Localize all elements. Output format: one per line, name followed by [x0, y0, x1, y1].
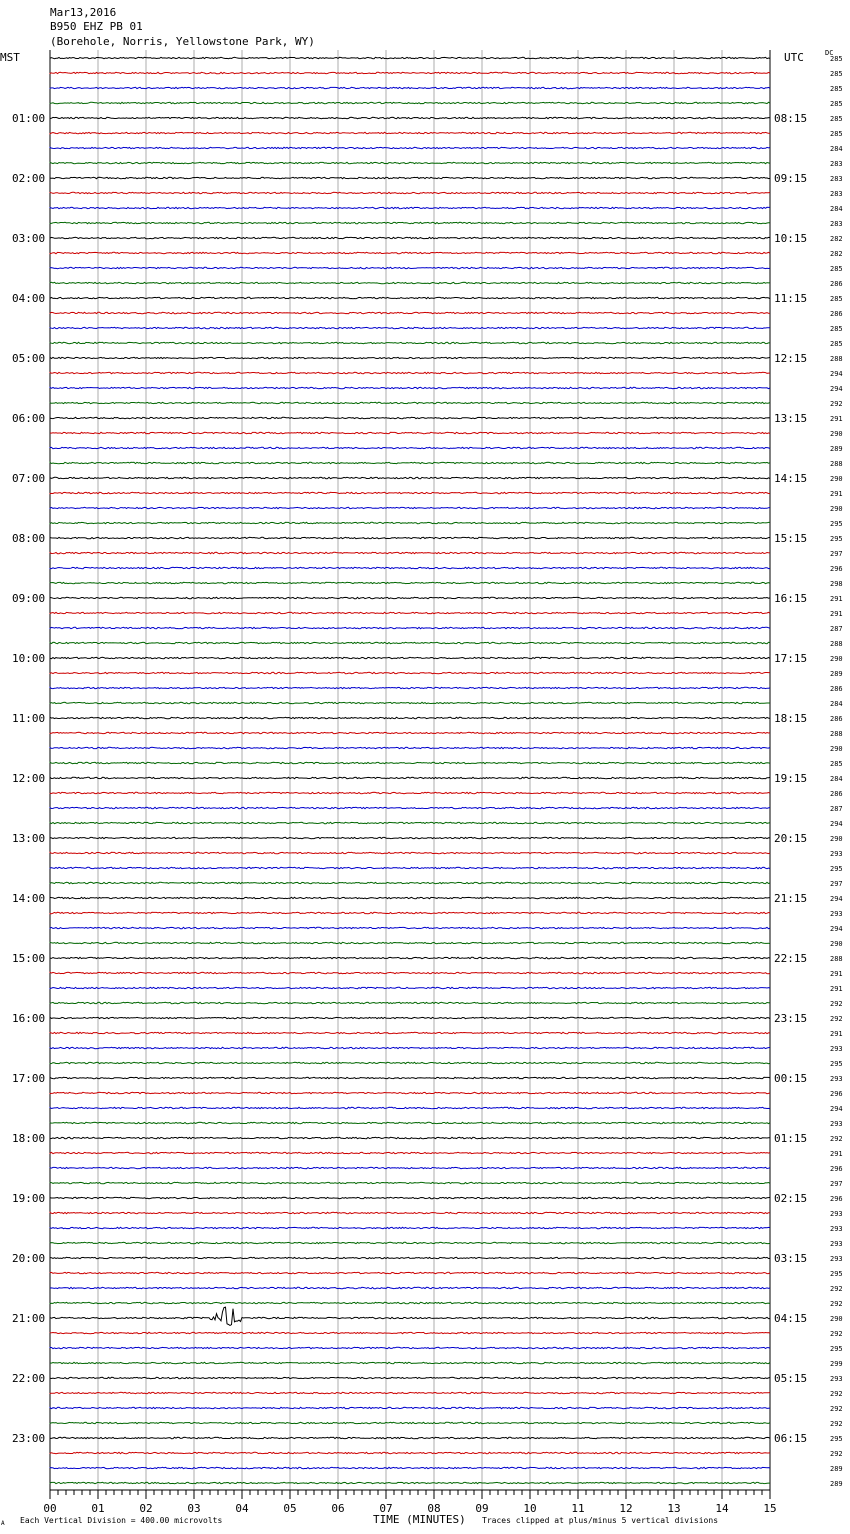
- right-hour-label: 09:15: [774, 172, 808, 185]
- dc-offset-value: 286: [830, 280, 843, 288]
- dc-offset-value: 294: [830, 370, 843, 378]
- right-hour-label: 08:15: [774, 112, 808, 125]
- dc-offset-value: 291: [830, 1030, 843, 1038]
- trace-line: [50, 1107, 770, 1108]
- trace-line: [50, 957, 770, 958]
- trace-line: [50, 1077, 770, 1078]
- dc-offset-value: 283: [830, 160, 843, 168]
- trace-line: [50, 762, 770, 763]
- right-hour-label: 22:15: [774, 952, 808, 965]
- dc-offset-value: 295: [830, 1435, 843, 1443]
- trace-line: [50, 1047, 770, 1048]
- right-hour-label: 05:15: [774, 1372, 808, 1385]
- trace-line: [50, 567, 770, 568]
- dc-offset-value: 297: [830, 550, 843, 558]
- dc-offset-value: 286: [830, 790, 843, 798]
- x-tick-label: 15: [763, 1502, 777, 1515]
- trace-line: [50, 1002, 770, 1003]
- dc-offset-value: 287: [830, 805, 843, 813]
- left-hour-label: 16:00: [12, 1012, 46, 1025]
- x-tick-label: 00: [43, 1502, 57, 1515]
- dc-offset-value: 286: [830, 685, 843, 693]
- trace-line: [50, 1032, 770, 1033]
- trace-lines: [50, 57, 770, 1483]
- right-hour-label: 17:15: [774, 652, 808, 665]
- trace-line: [50, 687, 770, 688]
- dc-offset-value: 290: [830, 1315, 843, 1323]
- x-tick-label: 04: [235, 1502, 249, 1515]
- trace-line: [50, 717, 770, 718]
- trace-line: [50, 927, 770, 928]
- dc-offset-value: 286: [830, 715, 843, 723]
- x-tick-label: 06: [331, 1502, 345, 1515]
- trace-line: [50, 1377, 770, 1378]
- trace-line: [50, 702, 770, 703]
- trace-line: [50, 747, 770, 748]
- left-hour-label: 22:00: [12, 1372, 46, 1385]
- dc-offset-value: 295: [830, 1270, 843, 1278]
- dc-offset-value: 290: [830, 475, 843, 483]
- left-hour-label: 19:00: [12, 1192, 46, 1205]
- trace-line: [50, 1197, 770, 1198]
- trace-line: [50, 147, 770, 148]
- dc-offset-value: 289: [830, 670, 843, 678]
- dc-offset-value: 285: [830, 100, 843, 108]
- trace-line: [50, 522, 770, 523]
- trace-line: [50, 507, 770, 508]
- dc-offset-value: 295: [830, 535, 843, 543]
- trace-line: [50, 1287, 770, 1288]
- trace-line: [50, 837, 770, 838]
- trace-line: [50, 807, 770, 808]
- dc-offset-value: 285: [830, 760, 843, 768]
- dc-offset-value: 285: [830, 265, 843, 273]
- trace-line: [50, 162, 770, 163]
- dc-offset-value: 285: [830, 115, 843, 123]
- dc-offset-value: 293: [830, 1375, 843, 1383]
- trace-line: [50, 1242, 770, 1243]
- trace-line: [50, 882, 770, 883]
- trace-line: [50, 87, 770, 88]
- trace-line: [50, 222, 770, 223]
- x-axis-title: TIME (MINUTES): [373, 1513, 466, 1526]
- dc-offset-value: 282: [830, 235, 843, 243]
- dc-offset-values: [830, 55, 843, 1488]
- trace-line: [50, 177, 770, 178]
- right-hour-label: 14:15: [774, 472, 808, 485]
- dc-offset-value: 297: [830, 1180, 843, 1188]
- dc-offset-value: 294: [830, 925, 843, 933]
- trace-line: [50, 942, 770, 943]
- dc-offset-value: 288: [830, 460, 843, 468]
- right-zone-label: UTC: [784, 51, 804, 64]
- x-tick-label: 13: [667, 1502, 681, 1515]
- dc-offset-value: 290: [830, 940, 843, 948]
- trace-line: [50, 327, 770, 328]
- right-hour-label: 11:15: [774, 292, 808, 305]
- trace-line: [50, 387, 770, 388]
- dc-offset-value: 294: [830, 385, 843, 393]
- trace-line: [50, 537, 770, 538]
- dc-offset-value: 282: [830, 250, 843, 258]
- dc-offset-value: 292: [830, 1300, 843, 1308]
- x-tick-label: 11: [571, 1502, 585, 1515]
- clip-note: Traces clipped at plus/minus 5 vertical divisions: [482, 1516, 719, 1525]
- trace-line: [50, 102, 770, 103]
- x-tick-label: 05: [283, 1502, 297, 1515]
- header-station: B950 EHZ PB 01: [50, 20, 143, 33]
- left-hour-label: 15:00: [12, 952, 46, 965]
- dc-offset-value: 284: [830, 205, 843, 213]
- dc-offset-value: 293: [830, 910, 843, 918]
- x-tick-label: 07: [379, 1502, 393, 1515]
- trace-line: [50, 1422, 770, 1423]
- trace-line: [50, 912, 770, 913]
- dc-offset-value: 286: [830, 310, 843, 318]
- dc-offset-value: 299: [830, 1360, 843, 1368]
- scale-mark: A: [1, 1520, 5, 1527]
- dc-offset-value: 287: [830, 625, 843, 633]
- trace-line: [50, 972, 770, 973]
- dc-offset-value: 292: [830, 1390, 843, 1398]
- trace-line: [50, 867, 770, 868]
- dc-offset-value: 292: [830, 1405, 843, 1413]
- dc-label: DC: [825, 49, 834, 57]
- left-hour-label: 21:00: [12, 1312, 46, 1325]
- x-tick-label: 14: [715, 1502, 729, 1515]
- dc-offset-value: 283: [830, 190, 843, 198]
- left-hour-label: 08:00: [12, 532, 46, 545]
- right-hour-label: 19:15: [774, 772, 808, 785]
- trace-line: [50, 117, 770, 118]
- trace-line: [50, 1017, 770, 1018]
- trace-line: [50, 1307, 770, 1325]
- left-hour-label: 20:00: [12, 1252, 46, 1265]
- trace-line: [50, 312, 770, 313]
- right-hour-label: 16:15: [774, 592, 808, 605]
- dc-offset-value: 290: [830, 655, 843, 663]
- left-hour-label: 14:00: [12, 892, 46, 905]
- trace-line: [50, 282, 770, 283]
- left-hour-label: 10:00: [12, 652, 46, 665]
- dc-offset-value: 288: [830, 955, 843, 963]
- trace-line: [50, 417, 770, 418]
- left-hour-labels: [12, 112, 45, 1445]
- right-hour-label: 03:15: [774, 1252, 808, 1265]
- right-hour-label: 21:15: [774, 892, 808, 905]
- dc-offset-value: 285: [830, 55, 843, 63]
- dc-offset-value: 296: [830, 565, 843, 573]
- trace-line: [50, 402, 770, 403]
- x-tick-label: 12: [619, 1502, 633, 1515]
- left-hour-label: 23:00: [12, 1432, 46, 1445]
- trace-line: [50, 492, 770, 493]
- dc-offset-value: 283: [830, 220, 843, 228]
- dc-offset-value: 292: [830, 1000, 843, 1008]
- right-hour-label: 13:15: [774, 412, 808, 425]
- dc-offset-value: 291: [830, 985, 843, 993]
- trace-line: [50, 477, 770, 478]
- dc-offset-value: 291: [830, 970, 843, 978]
- trace-line: [50, 1407, 770, 1408]
- left-hour-label: 06:00: [12, 412, 46, 425]
- right-hour-label: 18:15: [774, 712, 808, 725]
- trace-line: [50, 1227, 770, 1228]
- dc-offset-value: 292: [830, 1420, 843, 1428]
- trace-line: [50, 237, 770, 238]
- trace-line: [50, 1152, 770, 1153]
- dc-offset-value: 284: [830, 775, 843, 783]
- dc-offset-value: 293: [830, 1255, 843, 1263]
- x-axis: [43, 1490, 776, 1515]
- dc-offset-value: 288: [830, 355, 843, 363]
- dc-offset-value: 296: [830, 1165, 843, 1173]
- left-zone-label: MST: [0, 51, 20, 64]
- dc-offset-value: 295: [830, 1060, 843, 1068]
- dc-offset-value: 296: [830, 1195, 843, 1203]
- dc-offset-value: 289: [830, 445, 843, 453]
- dc-offset-value: 292: [830, 1135, 843, 1143]
- trace-line: [50, 1482, 770, 1483]
- trace-line: [50, 57, 770, 58]
- header-location: (Borehole, Norris, Yellowstone Park, WY): [50, 35, 315, 48]
- left-hour-label: 07:00: [12, 472, 46, 485]
- right-hour-label: 23:15: [774, 1012, 808, 1025]
- x-tick-label: 09: [475, 1502, 489, 1515]
- right-hour-label: 02:15: [774, 1192, 808, 1205]
- left-hour-label: 03:00: [12, 232, 46, 245]
- trace-line: [50, 372, 770, 373]
- dc-offset-value: 297: [830, 880, 843, 888]
- dc-offset-value: 295: [830, 1345, 843, 1353]
- dc-offset-value: 293: [830, 1045, 843, 1053]
- dc-offset-value: 285: [830, 85, 843, 93]
- x-tick-label: 10: [523, 1502, 537, 1515]
- dc-offset-value: 289: [830, 1480, 843, 1488]
- trace-line: [50, 852, 770, 853]
- minute-grid: [50, 50, 770, 1490]
- right-hour-labels: [774, 112, 807, 1445]
- right-hour-label: 20:15: [774, 832, 808, 845]
- trace-line: [50, 1212, 770, 1213]
- dc-offset-value: 283: [830, 175, 843, 183]
- right-hour-label: 04:15: [774, 1312, 808, 1325]
- dc-offset-value: 291: [830, 415, 843, 423]
- trace-line: [50, 1347, 770, 1348]
- trace-line: [50, 192, 770, 193]
- right-hour-label: 06:15: [774, 1432, 808, 1445]
- left-hour-label: 09:00: [12, 592, 46, 605]
- dc-offset-value: 293: [830, 1225, 843, 1233]
- x-tick-label: 02: [139, 1502, 153, 1515]
- dc-offset-value: 285: [830, 340, 843, 348]
- dc-offset-value: 285: [830, 295, 843, 303]
- trace-line: [50, 627, 770, 628]
- trace-line: [50, 777, 770, 778]
- trace-line: [50, 1167, 770, 1168]
- trace-line: [50, 1092, 770, 1093]
- dc-offset-value: 294: [830, 820, 843, 828]
- trace-line: [50, 72, 770, 73]
- trace-line: [50, 1392, 770, 1393]
- dc-offset-value: 285: [830, 130, 843, 138]
- left-hour-label: 01:00: [12, 112, 46, 125]
- right-hour-label: 00:15: [774, 1072, 808, 1085]
- right-hour-label: 12:15: [774, 352, 808, 365]
- dc-offset-value: 291: [830, 490, 843, 498]
- trace-line: [50, 552, 770, 553]
- right-hour-label: 01:15: [774, 1132, 808, 1145]
- dc-offset-value: 294: [830, 1105, 843, 1113]
- dc-offset-value: 298: [830, 580, 843, 588]
- x-tick-label: 08: [427, 1502, 441, 1515]
- trace-line: [50, 582, 770, 583]
- left-hour-label: 05:00: [12, 352, 46, 365]
- trace-line: [50, 672, 770, 673]
- trace-line: [50, 657, 770, 658]
- dc-offset-value: 292: [830, 1330, 843, 1338]
- trace-line: [50, 897, 770, 898]
- dc-offset-value: 285: [830, 70, 843, 78]
- trace-line: [50, 357, 770, 358]
- trace-line: [50, 987, 770, 988]
- right-hour-label: 10:15: [774, 232, 808, 245]
- dc-offset-value: 295: [830, 520, 843, 528]
- trace-line: [50, 732, 770, 733]
- trace-line: [50, 132, 770, 133]
- dc-offset-value: 293: [830, 1240, 843, 1248]
- dc-offset-value: 290: [830, 745, 843, 753]
- left-hour-label: 13:00: [12, 832, 46, 845]
- trace-line: [50, 462, 770, 463]
- dc-offset-value: 293: [830, 1210, 843, 1218]
- trace-line: [50, 252, 770, 253]
- trace-line: [50, 792, 770, 793]
- trace-line: [50, 1182, 770, 1183]
- dc-offset-value: 284: [830, 700, 843, 708]
- trace-line: [50, 612, 770, 613]
- trace-line: [50, 1362, 770, 1363]
- dc-offset-value: 292: [830, 400, 843, 408]
- trace-line: [50, 1332, 770, 1333]
- trace-line: [50, 1137, 770, 1138]
- x-tick-label: 03: [187, 1502, 201, 1515]
- trace-line: [50, 1062, 770, 1063]
- trace-line: [50, 1302, 770, 1303]
- dc-offset-value: 291: [830, 1150, 843, 1158]
- header-date: Mar13,2016: [50, 6, 117, 19]
- dc-offset-value: 288: [830, 730, 843, 738]
- left-hour-label: 04:00: [12, 292, 46, 305]
- trace-line: [50, 1452, 770, 1453]
- dc-offset-value: 289: [830, 1465, 843, 1473]
- dc-offset-value: 293: [830, 850, 843, 858]
- trace-line: [50, 1272, 770, 1273]
- left-hour-label: 02:00: [12, 172, 46, 185]
- trace-line: [50, 1467, 770, 1468]
- left-hour-label: 12:00: [12, 772, 46, 785]
- right-hour-label: 15:15: [774, 532, 808, 545]
- dc-offset-value: 285: [830, 325, 843, 333]
- trace-line: [50, 822, 770, 823]
- trace-line: [50, 297, 770, 298]
- dc-offset-value: 284: [830, 145, 843, 153]
- trace-line: [50, 342, 770, 343]
- trace-line: [50, 432, 770, 433]
- dc-offset-value: 290: [830, 505, 843, 513]
- trace-line: [50, 267, 770, 268]
- trace-line: [50, 1257, 770, 1258]
- x-tick-label: 01: [91, 1502, 105, 1515]
- dc-offset-value: 291: [830, 610, 843, 618]
- scale-note: Each Vertical Division = 400.00 microvolts: [20, 1516, 223, 1525]
- trace-line: [50, 447, 770, 448]
- trace-line: [50, 597, 770, 598]
- trace-line: [50, 642, 770, 643]
- trace-line: [50, 1437, 770, 1438]
- dc-offset-value: 295: [830, 865, 843, 873]
- dc-offset-value: 292: [830, 1015, 843, 1023]
- dc-offset-value: 296: [830, 1090, 843, 1098]
- dc-offset-value: 288: [830, 640, 843, 648]
- left-hour-label: 11:00: [12, 712, 46, 725]
- left-hour-label: 18:00: [12, 1132, 46, 1145]
- trace-line: [50, 1122, 770, 1123]
- dc-offset-value: 291: [830, 595, 843, 603]
- dc-offset-value: 293: [830, 1075, 843, 1083]
- trace-line: [50, 207, 770, 208]
- dc-offset-value: 293: [830, 1120, 843, 1128]
- dc-offset-value: 292: [830, 1450, 843, 1458]
- dc-offset-value: 290: [830, 835, 843, 843]
- dc-offset-value: 290: [830, 430, 843, 438]
- dc-offset-value: 294: [830, 895, 843, 903]
- left-hour-label: 17:00: [12, 1072, 46, 1085]
- dc-offset-value: 292: [830, 1285, 843, 1293]
